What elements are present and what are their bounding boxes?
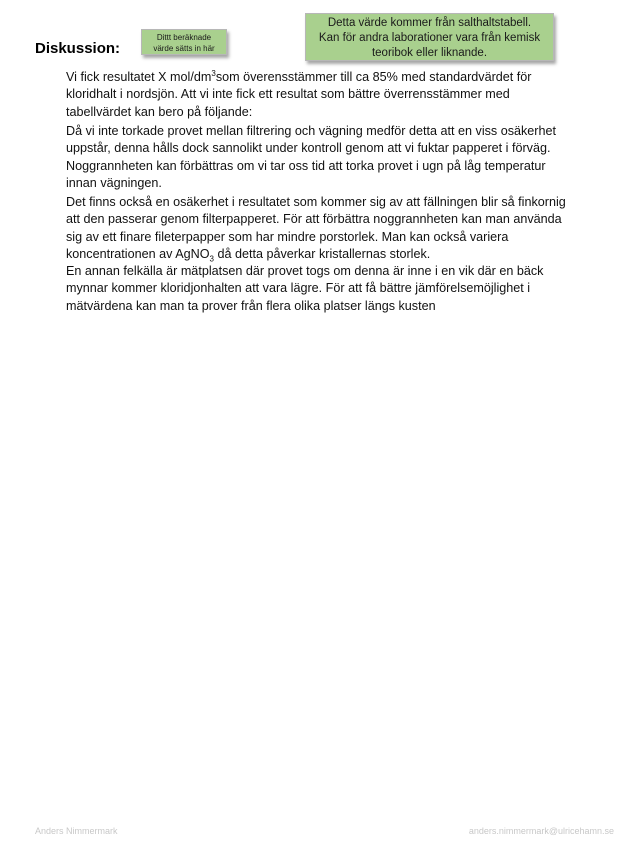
text-fragment: som överensstämmer till ca 85% med standardvärdet för	[215, 70, 532, 84]
text-line	[66, 69, 586, 86]
text-fragment: då detta påverkar kristallernas storlek.	[213, 246, 431, 261]
superscript: 3	[211, 68, 216, 78]
text-line: att den passerar genom filterpapperet. För att förbättra noggrannheten kan man använda	[66, 212, 562, 227]
text-line: innan vägningen.	[66, 175, 162, 190]
comment-callout-salinity-table	[305, 13, 554, 61]
paragraph-result	[66, 69, 586, 121]
text-line: Då vi inte torkade provet mellan filtrering och vägning medför detta att en viss osäkerhet	[66, 124, 557, 138]
callout-text-line: Detta värde kommer från salthaltstabell.	[327, 17, 532, 29]
text-line: uppstår, denna hålls dock sannolikt under kontroll genom att vi fuktar papperet i förväg.	[66, 141, 551, 156]
callout-text-line: Dittt beräknade	[156, 33, 212, 42]
text-line: kloridhalt i nordsjön. Att vi inte fick ett resultat som bättre överrensstämmer med	[66, 87, 510, 102]
callout-text-line: Kan för andra laborationer vara från kemisk	[318, 32, 541, 44]
section-heading: Diskussion:	[35, 40, 121, 57]
comment-callout-calculated-value	[141, 29, 227, 55]
text-line: mynnar kommer kloridjonhalten att vara lägre. För att få bättre jämförelsemöjlighet i	[66, 281, 531, 296]
text-line: Noggrannheten kan förbättras om vi tar oss tid att torka provet i ugn på låg temperatur	[66, 158, 546, 173]
footer-author: Anders Nimmermark	[35, 826, 118, 836]
text-line: Det finns också en osäkerhet i resultatet som kommer sig av att fällningen blir så finkornig	[66, 195, 566, 209]
text-fragment: Vi fick resultatet X mol/dm	[66, 70, 212, 84]
paragraph-drying-uncertainty	[66, 123, 586, 192]
paragraph-filter-uncertainty	[66, 194, 586, 315]
text-line: En annan felkälla är mätplatsen där provet togs om denna är inne i en vik där en bäck	[66, 264, 544, 279]
text-line: sig av ett finare fileterpapper som har mindre porstorlek. Man kan också variera	[66, 229, 509, 244]
footer-email: anders.nimmermark@ulricehamn.se	[468, 826, 614, 836]
subscript: 3	[209, 254, 214, 264]
text-line: tabellvärdet kan bero på följande:	[66, 104, 253, 119]
callout-text-line: teoribok eller liknande.	[371, 47, 488, 59]
text-line: mätvärdena kan man ta prover från flera olika platser längs kusten	[66, 298, 436, 313]
callout-text-line: värde sätts in här	[153, 44, 215, 53]
text-line	[66, 246, 586, 263]
text-fragment: koncentrationen av AgNO	[66, 246, 210, 261]
